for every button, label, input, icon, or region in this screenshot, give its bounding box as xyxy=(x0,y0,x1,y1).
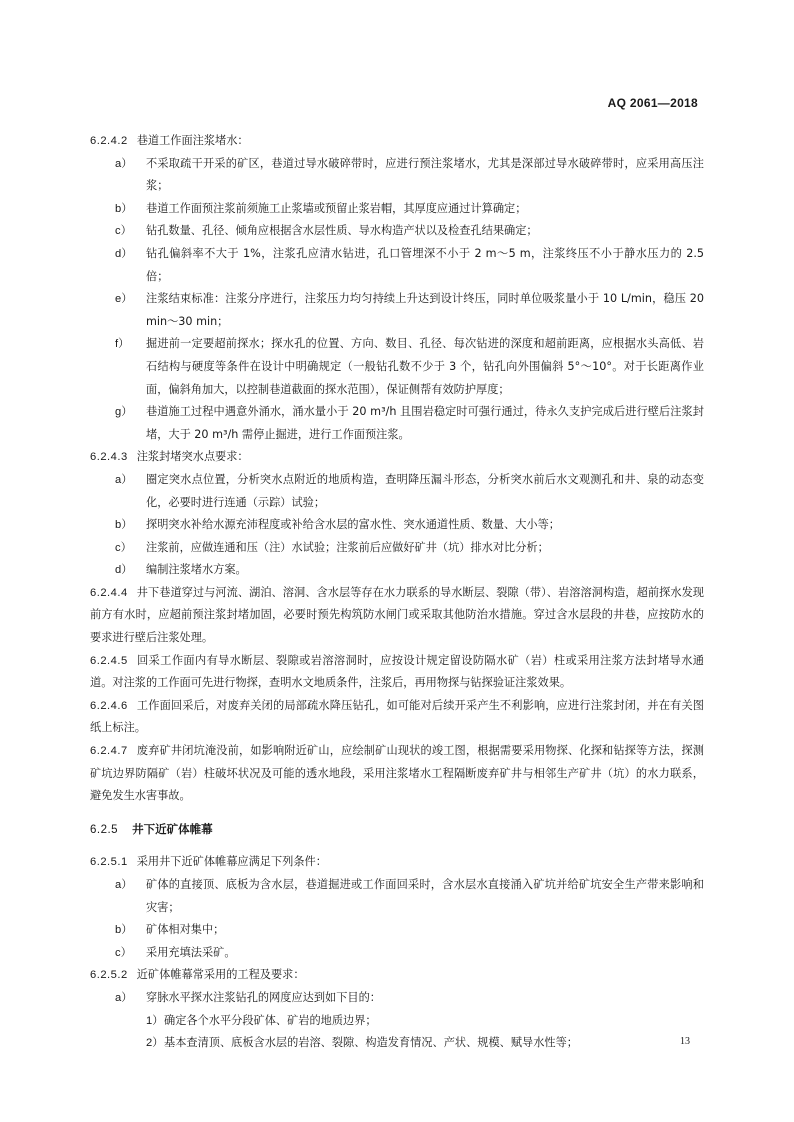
clause-6-2-4-4 xyxy=(90,582,704,650)
document-body xyxy=(90,130,704,1055)
list-marker: b） xyxy=(115,202,133,215)
list-marker: e） xyxy=(115,293,133,306)
list-item-text: 编制注浆堵水方案。 xyxy=(146,563,247,577)
sub-list-item xyxy=(90,1010,704,1033)
clause-title: 近矿体帷幕常采用的工程及要求： xyxy=(136,968,305,982)
list-marker: c） xyxy=(115,541,132,554)
section-number: 6.2.5 xyxy=(90,823,119,836)
clause-text: 井下巷道穿过与河流、湖泊、溶洞、含水层等存在水力联系的导水断层、裂隙（带）、岩溶溶洞构造，超前探水发现前方有水时，应超前预注浆封堵加固，必要时预先构筑防水闸门或采取其他防治水措施。穿过含水层段的井巷，应按防水的要求进行壁后注浆处理。 xyxy=(90,585,704,645)
list-marker: d） xyxy=(115,564,133,577)
section-6-2-5-heading xyxy=(90,818,704,842)
list-item-text: 圈定突水点位置，分析突水点附近的地质构造，查明降压漏斗形态，分析突水前后水文观测孔和井、泉的动态变化，必要时进行连通（示踪）试验； xyxy=(146,472,704,509)
list-item-text: 基本查清顶、底板含水层的岩溶、裂隙、构造发育情况、产状、规模、赋导水性等； xyxy=(164,1036,578,1050)
clause-number: 6.2.5.2 xyxy=(90,969,128,982)
list-marker: 1） xyxy=(146,1014,164,1027)
list-item xyxy=(90,401,704,446)
standard-code: AQ 2061—2018 xyxy=(607,96,698,110)
clause-6-2-4-5 xyxy=(90,650,704,695)
clause-number: 6.2.4.5 xyxy=(90,654,128,667)
list-item-text: 注浆前，应做连通和压（注）水试验；注浆前后应做好矿井（坑）排水对比分析； xyxy=(146,540,549,554)
clause-text: 回采工作面内有导水断层、裂隙或岩溶溶洞时，应按设计规定留设防隔水矿（岩）柱或采用注浆方法封堵导水通道。对注浆的工作面可先进行物探，查明水文地质条件，注浆后，再用物探与钻探验证注浆效果。 xyxy=(90,653,704,690)
list-item xyxy=(90,220,704,243)
page-number: 13 xyxy=(680,1036,690,1047)
clause-number: 6.2.4.7 xyxy=(90,745,128,758)
list-marker: a） xyxy=(115,991,133,1004)
clause-number: 6.2.4.6 xyxy=(90,699,128,712)
list-item-text: 确定各个水平分段矿体、矿岩的地质边界； xyxy=(164,1013,377,1027)
clause-number: 6.2.4.2 xyxy=(90,135,128,147)
clause-6-2-4-2-heading xyxy=(90,130,704,153)
list-marker: c） xyxy=(115,225,132,238)
list-marker: g） xyxy=(115,406,133,419)
clause-6-2-4-7 xyxy=(90,740,704,808)
list-item-text: 探明突水补给水源充沛程度或补给含水层的富水性、突水通道性质、数量、大小等； xyxy=(146,518,560,532)
list-marker: c） xyxy=(115,946,132,959)
list-item-text: 掘进前一定要超前探水；探水孔的位置、方向、数目、孔径、每次钻进的深度和超前距离，应根据水头高低、岩石结构与硬度等条件在设计中明确规定（一般钻孔数不少于 3 个，钻孔向外围偏斜 5°～10°。对于长距离作业面，偏斜角加大，以控制巷道截面的探水范围），保证侧帮有效防护厚度； xyxy=(146,337,704,396)
list-marker: f） xyxy=(115,338,130,351)
list-item xyxy=(90,987,704,1010)
clause-text: 工作面回采后，对废弃关闭的局部疏水降压钻孔，如可能对后续开采产生不利影响，应进行注浆封闭，并在有关图纸上标注。 xyxy=(90,698,704,735)
clause-number: 6.2.4.3 xyxy=(90,451,128,464)
list-item xyxy=(90,559,704,582)
list-item xyxy=(90,198,704,221)
section-title: 井下近矿体帷幕 xyxy=(132,821,213,836)
clause-title: 采用井下近矿体帷幕应满足下列条件： xyxy=(136,855,327,869)
list-item-text: 巷道施工过程中遇意外涌水，涌水量小于 20 m³/h 且围岩稳定时可强行通过，待永久支护完成后进行壁后注浆封堵，大于 20 m³/h 需停止掘进，进行工作面预注浆。 xyxy=(146,405,704,441)
list-marker: 2） xyxy=(146,1037,164,1050)
list-marker: b） xyxy=(115,924,133,937)
sub-list-item xyxy=(90,1032,704,1055)
list-item-text: 不采取疏干开采的矿区，巷道过导水破碎带时，应进行预注浆堵水，尤其是深部过导水破碎带时，应采用高压注浆； xyxy=(146,156,704,193)
list-marker: a） xyxy=(115,473,133,486)
list-item-text: 采用充填法采矿。 xyxy=(146,945,236,959)
list-item-text: 钻孔数量、孔径、倾角应根据含水层性质、导水构造产状以及检查孔结果确定； xyxy=(146,224,538,238)
list-item xyxy=(90,919,704,942)
list-item xyxy=(90,288,704,333)
list-item-text: 穿脉水平探水注浆钻孔的网度应达到如下目的： xyxy=(146,990,381,1004)
list-item-text: 注浆结束标准：注浆分序进行，注浆压力均匀持续上升达到设计终压，同时单位吸浆量小于 10 L/min，稳压 20 min～30 min； xyxy=(146,292,704,328)
list-marker: a） xyxy=(115,879,133,891)
list-marker: d） xyxy=(115,247,133,260)
list-item xyxy=(90,874,704,919)
list-item xyxy=(90,243,704,288)
list-item xyxy=(90,942,704,965)
clause-title: 巷道工作面注浆堵水： xyxy=(136,134,249,147)
clause-title: 注浆封堵突水点要求： xyxy=(136,450,249,464)
clause-6-2-4-6 xyxy=(90,695,704,740)
list-item-text: 矿体相对集中； xyxy=(146,923,225,937)
clause-6-2-4-3-heading xyxy=(90,446,704,469)
list-item xyxy=(90,537,704,560)
list-item xyxy=(90,333,704,401)
list-item xyxy=(90,153,704,198)
clause-text: 废弃矿井闭坑淹没前，如影响附近矿山，应绘制矿山现状的竣工图，根据需要采用物探、化探和钻探等方法，探测矿坑边界防隔矿（岩）柱破坏状况及可能的透水地段，采用注浆堵水工程隔断废弃矿井与相邻生产矿井（坑）的水力联系，避免发生水害事故。 xyxy=(90,744,704,803)
list-marker: b） xyxy=(115,519,133,532)
list-item xyxy=(90,469,704,514)
clause-6-2-5-1-heading xyxy=(90,851,704,874)
clause-number: 6.2.4.4 xyxy=(90,586,128,599)
clause-number: 6.2.5.1 xyxy=(90,856,128,869)
list-item xyxy=(90,514,704,537)
clause-6-2-5-2-heading xyxy=(90,964,704,987)
list-item-text: 矿体的直接顶、底板为含水层，巷道掘进或工作面回采时，含水层水直接涌入矿坑并给矿坑安全生产带来影响和灾害； xyxy=(146,878,704,914)
list-marker: a） xyxy=(115,157,133,170)
list-item-text: 钻孔偏斜率不大于 1%，注浆孔应清水钻进，孔口管埋深不小于 2 m～5 m，注浆终压不小于静水压力的 2.5 倍； xyxy=(146,246,704,283)
list-item-text: 巷道工作面预注浆前须施工止浆墙或预留止浆岩帽，其厚度应通过计算确定； xyxy=(146,201,527,215)
